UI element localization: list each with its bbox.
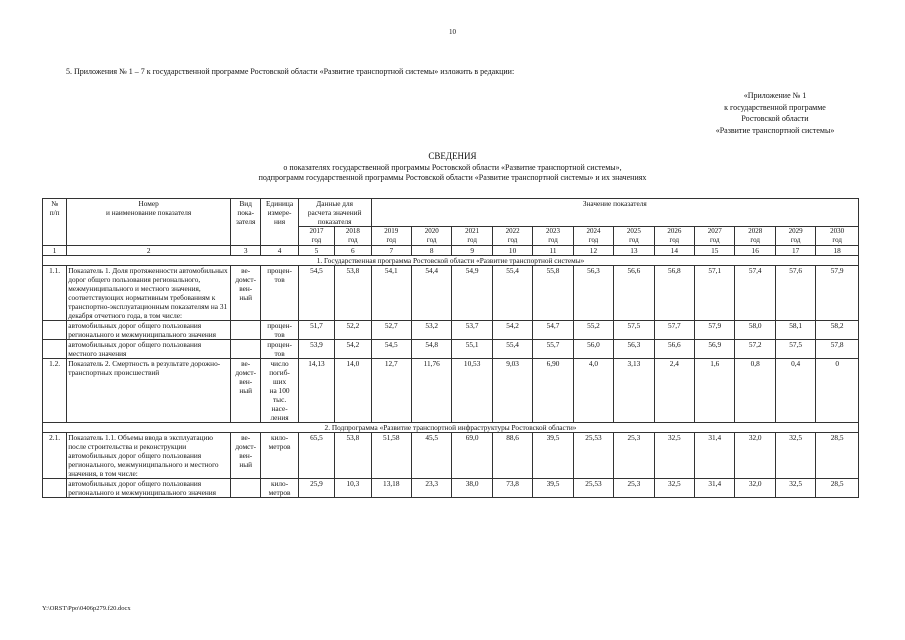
header-values: Значение показателя: [371, 199, 858, 227]
indicator-value: 32,0: [735, 479, 775, 498]
column-number: 7: [371, 246, 411, 256]
section-row: [43, 423, 859, 433]
column-number: 16: [735, 246, 775, 256]
file-path-footer: Y:\ORST\Ppo\0406p279.f20.docx: [42, 605, 131, 612]
indicator-kind: [231, 479, 261, 498]
indicator-value: 57,8: [816, 340, 859, 359]
header-year: 2026 год: [654, 227, 694, 246]
subtitle-line: о показателях государственной программы Ростовской области «Развитие транспортной системы»,: [283, 163, 622, 172]
appendix-line: «Приложение № 1: [743, 91, 807, 100]
indicator-value: 25,53: [573, 433, 613, 479]
table-row: [43, 266, 859, 321]
indicator-value: 53,2: [411, 321, 451, 340]
document-title: СВЕДЕНИЯ: [428, 151, 477, 161]
indicator-value: 10,3: [335, 479, 371, 498]
indicator-value: 25,3: [614, 433, 654, 479]
indicator-value: 2,4: [654, 359, 694, 423]
indicator-value: 56,3: [614, 340, 654, 359]
indicator-value: 54,5: [298, 266, 334, 321]
indicator-value: 14,13: [298, 359, 334, 423]
indicator-value: 13,18: [371, 479, 411, 498]
indicator-name: автомобильных дорог общего пользования местного значения: [67, 340, 231, 359]
column-number: 17: [775, 246, 815, 256]
indicator-value: 54,2: [335, 340, 371, 359]
indicator-value: 53,7: [452, 321, 492, 340]
indicator-kind: ве- домст- вен- ный: [231, 266, 261, 321]
header-row: [43, 199, 859, 227]
header-year: 2029 год: [775, 227, 815, 246]
indicator-value: 25,3: [614, 479, 654, 498]
indicator-value: 55,2: [573, 321, 613, 340]
header-name: Номер и наименование показателя: [67, 199, 231, 246]
indicator-unit: процен- тов: [261, 321, 298, 340]
indicator-value: 32,0: [735, 433, 775, 479]
indicator-value: 31,4: [695, 479, 735, 498]
table-row: [43, 340, 859, 359]
column-number: 18: [816, 246, 859, 256]
indicator-value: 69,0: [452, 433, 492, 479]
indicator-value: 57,9: [816, 266, 859, 321]
indicator-value: 12,7: [371, 359, 411, 423]
header-year: 2030 год: [816, 227, 859, 246]
indicator-value: 58,2: [816, 321, 859, 340]
indicator-value: 73,8: [492, 479, 532, 498]
indicator-value: 56,8: [654, 266, 694, 321]
table-row: [43, 433, 859, 479]
header-year: 2019 год: [371, 227, 411, 246]
column-number: 1: [43, 246, 67, 256]
indicator-value: 56,0: [573, 340, 613, 359]
row-number: 2.1.: [43, 433, 67, 479]
indicator-kind: [231, 340, 261, 359]
indicator-value: 4,0: [573, 359, 613, 423]
indicator-value: 57,4: [735, 266, 775, 321]
indicator-value: 39,5: [533, 479, 573, 498]
column-number: 8: [411, 246, 451, 256]
indicator-name: Показатель 2. Смертность в результате дорожно-транспортных происшествий: [67, 359, 231, 423]
indicator-value: 53,9: [298, 340, 334, 359]
indicator-value: 25,53: [573, 479, 613, 498]
indicator-name: автомобильных дорог общего пользования регионального и межмуниципального значения: [67, 479, 231, 498]
indicators-table: [42, 198, 859, 498]
indicator-value: 54,2: [492, 321, 532, 340]
indicator-value: 55,8: [533, 266, 573, 321]
column-number: 9: [452, 246, 492, 256]
indicator-value: 57,1: [695, 266, 735, 321]
indicator-value: 32,5: [654, 433, 694, 479]
indicator-value: 53,8: [335, 433, 371, 479]
intro-paragraph: 5. Приложения № 1 – 7 к государственной программе Ростовской области «Развитие транспортной системы» изложить в редакции:: [66, 67, 515, 76]
indicator-value: 31,4: [695, 433, 735, 479]
appendix-line: «Развитие транспортной системы»: [715, 125, 835, 135]
indicator-value: 32,5: [775, 479, 815, 498]
indicator-value: 3,13: [614, 359, 654, 423]
table-row: [43, 321, 859, 340]
section-title: 2. Подпрограмма «Развитие транспортной инфраструктуры Ростовской области»: [43, 423, 859, 433]
row-number: 1.1.: [43, 266, 67, 321]
section-title: 1. Государственная программа Ростовской области «Развитие транспортной системы»: [43, 256, 859, 266]
header-year: 2017 год: [298, 227, 334, 246]
indicator-name: автомобильных дорог общего пользования регионального и межмуниципального значения: [67, 321, 231, 340]
column-number: 5: [298, 246, 334, 256]
indicator-value: 11,76: [411, 359, 451, 423]
column-number: 15: [695, 246, 735, 256]
table-row: [43, 359, 859, 423]
indicator-value: 57,7: [654, 321, 694, 340]
header-year: 2027 год: [695, 227, 735, 246]
indicator-value: 56,6: [654, 340, 694, 359]
indicator-value: 55,1: [452, 340, 492, 359]
indicator-unit: кило- метров: [261, 433, 298, 479]
indicator-value: 65,5: [298, 433, 334, 479]
indicator-value: 52,7: [371, 321, 411, 340]
appendix-line: Ростовской области: [741, 114, 809, 123]
indicator-name: Показатель 1. Доля протяженности автомобильных дорог общего пользования регионального, межмуниципального и местного значения, соответствующих нормативным требованиям к транспортно-эксплуатационным показателям на 31 декабря отчетного года, в том числе:: [67, 266, 231, 321]
page-number: 10: [449, 28, 456, 36]
indicator-value: 10,53: [452, 359, 492, 423]
indicator-value: 52,2: [335, 321, 371, 340]
indicator-value: 55,4: [492, 266, 532, 321]
indicator-value: 56,6: [614, 266, 654, 321]
column-number: 14: [654, 246, 694, 256]
indicator-value: 54,1: [371, 266, 411, 321]
indicator-value: 6,90: [533, 359, 573, 423]
header-year: 2020 год: [411, 227, 451, 246]
indicator-value: 54,8: [411, 340, 451, 359]
section-row: [43, 256, 859, 266]
indicator-value: 14,0: [335, 359, 371, 423]
column-number: 12: [573, 246, 613, 256]
row-number: 1.2.: [43, 359, 67, 423]
indicator-value: 56,3: [573, 266, 613, 321]
indicator-value: 1,6: [695, 359, 735, 423]
indicator-kind: ве- домст- вен- ный: [231, 433, 261, 479]
column-number: 2: [67, 246, 231, 256]
header-year: 2022 год: [492, 227, 532, 246]
indicator-value: 58,1: [775, 321, 815, 340]
column-number-row: [43, 246, 859, 256]
indicator-unit: число погиб- ших на 100 тыс. насе- ления: [261, 359, 298, 423]
header-year: 2021 год: [452, 227, 492, 246]
indicator-value: 56,9: [695, 340, 735, 359]
indicator-name: Показатель 1.1. Объемы ввода в эксплуатацию после строительства и реконструкции автомобильных дорог общего пользования регионального, межмуниципального и местного значения, в том числе:: [67, 433, 231, 479]
header-base-data: Данные для расчета значений показателя: [298, 199, 371, 227]
header-kind: Вид пока- зателя: [231, 199, 261, 246]
column-number: 6: [335, 246, 371, 256]
indicator-value: 51,58: [371, 433, 411, 479]
indicator-value: 54,5: [371, 340, 411, 359]
header-year: 2023 год: [533, 227, 573, 246]
indicator-value: 54,7: [533, 321, 573, 340]
indicator-value: 28,5: [816, 433, 859, 479]
indicator-value: 9,03: [492, 359, 532, 423]
appendix-line: к государственной программе: [724, 102, 826, 112]
indicator-unit: кило- метров: [261, 479, 298, 498]
subtitle-line: подпрограмм государственной программы Ростовской области «Развитие транспортной системы» и их значениях: [258, 173, 647, 182]
indicator-value: 38,0: [452, 479, 492, 498]
header-unit: Единица измере- ния: [261, 199, 298, 246]
indicator-value: 54,4: [411, 266, 451, 321]
table-row: [43, 479, 859, 498]
indicator-value: 57,6: [775, 266, 815, 321]
column-number: 10: [492, 246, 532, 256]
indicator-kind: [231, 321, 261, 340]
indicator-value: 55,7: [533, 340, 573, 359]
header-num: № п/п: [43, 199, 67, 246]
row-number: [43, 479, 67, 498]
indicator-value: 51,7: [298, 321, 334, 340]
appendix-heading: [690, 90, 860, 136]
column-number: 13: [614, 246, 654, 256]
indicator-value: 55,4: [492, 340, 532, 359]
column-number: 11: [533, 246, 573, 256]
indicator-value: 25,9: [298, 479, 334, 498]
indicator-value: 58,0: [735, 321, 775, 340]
indicator-value: 28,5: [816, 479, 859, 498]
indicator-value: 32,5: [654, 479, 694, 498]
indicator-value: 54,9: [452, 266, 492, 321]
indicator-unit: процен- тов: [261, 340, 298, 359]
indicator-value: 39,5: [533, 433, 573, 479]
header-year: 2024 год: [573, 227, 613, 246]
row-number: [43, 321, 67, 340]
column-number: 3: [231, 246, 261, 256]
indicator-value: 57,5: [614, 321, 654, 340]
indicator-value: 45,5: [411, 433, 451, 479]
indicator-value: 0,4: [775, 359, 815, 423]
row-number: [43, 340, 67, 359]
header-year: 2028 год: [735, 227, 775, 246]
column-number: 4: [261, 246, 298, 256]
indicator-value: 57,9: [695, 321, 735, 340]
indicator-value: 23,3: [411, 479, 451, 498]
indicator-value: 88,6: [492, 433, 532, 479]
header-year: 2025 год: [614, 227, 654, 246]
indicator-value: 32,5: [775, 433, 815, 479]
document-subtitle: [0, 163, 905, 183]
indicator-value: 0: [816, 359, 859, 423]
indicator-value: 57,2: [735, 340, 775, 359]
indicator-unit: процен- тов: [261, 266, 298, 321]
indicator-kind: ве- домст- вен- ный: [231, 359, 261, 423]
header-year: 2018 год: [335, 227, 371, 246]
indicator-value: 57,5: [775, 340, 815, 359]
indicator-value: 0,8: [735, 359, 775, 423]
indicator-value: 53,8: [335, 266, 371, 321]
